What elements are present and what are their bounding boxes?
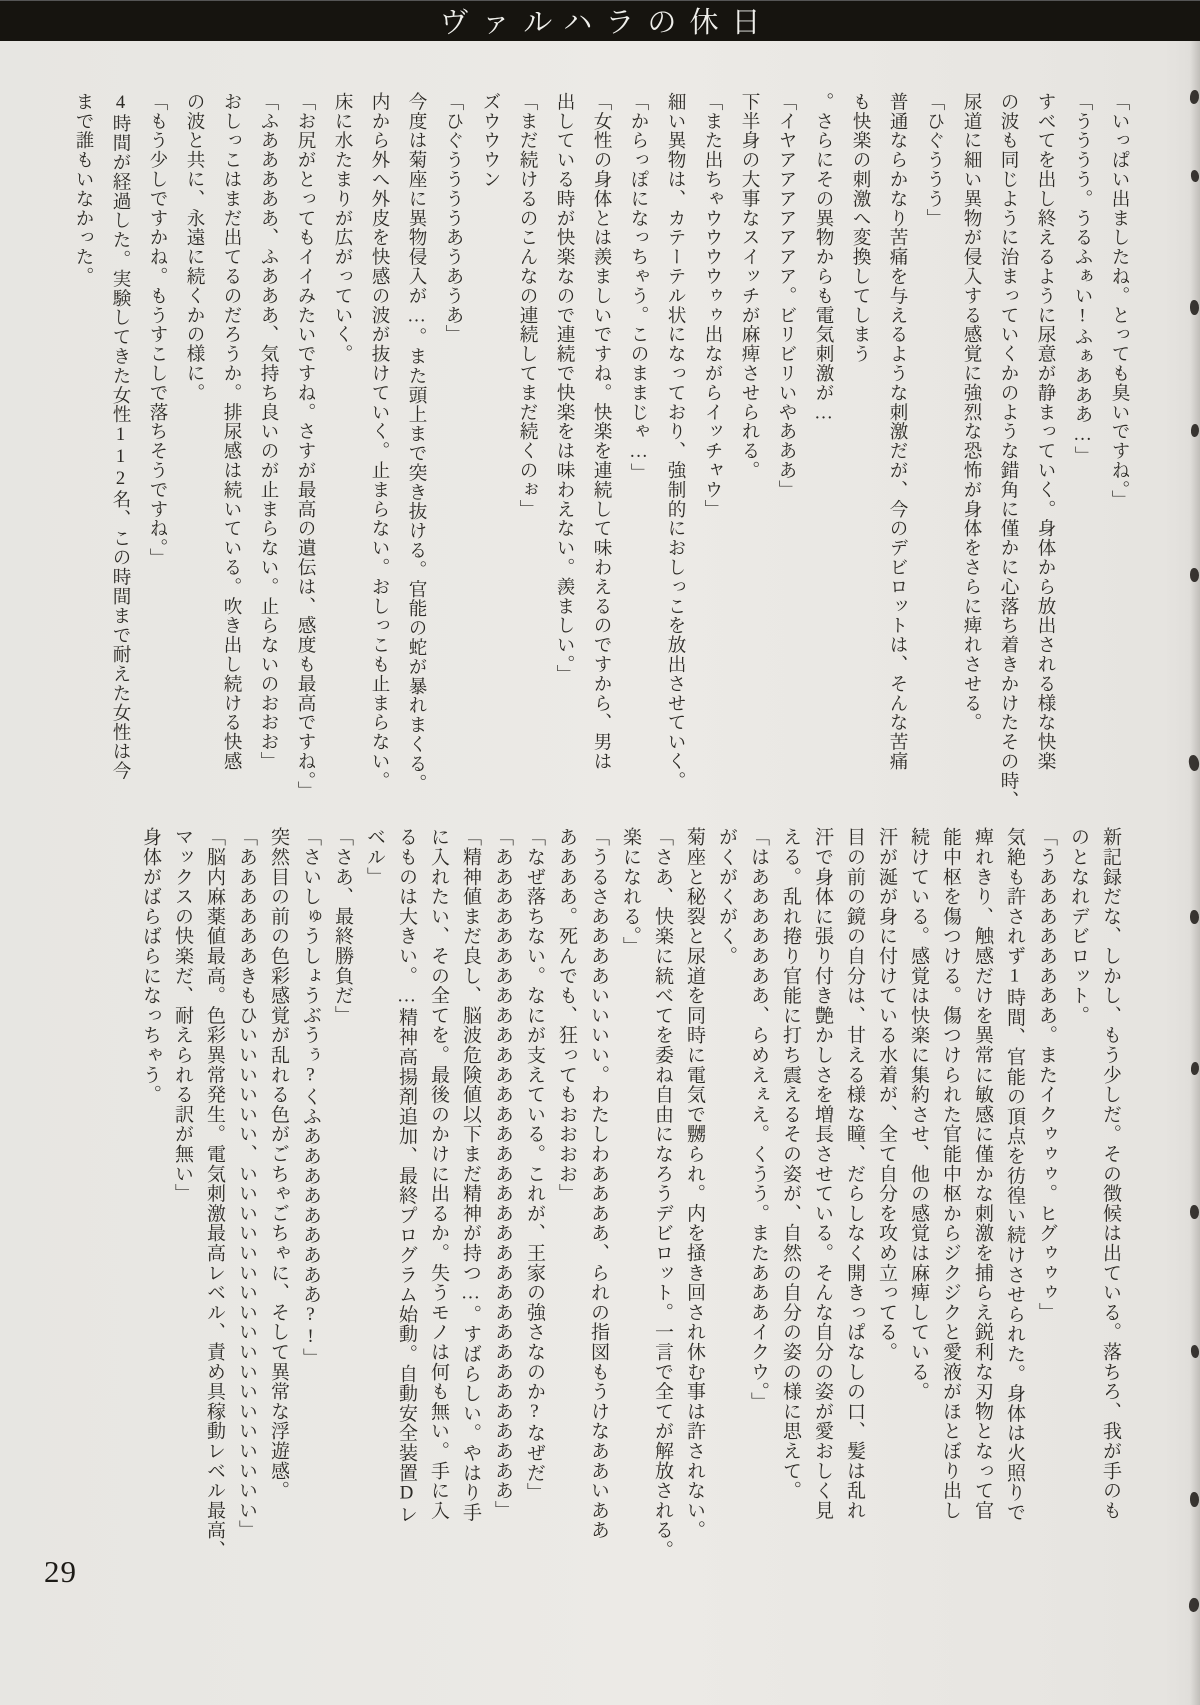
text-column: おしっこはまだ出てるのだろうか。排尿感は続いている。吹き出し続ける快感 (221, 92, 242, 771)
text-column: 汗が涎が身に付けている水着が、全て自分を攻め立ってる。 (876, 827, 897, 1362)
text-column: 「からっぽになっちゃう。このままじゃ…」 (628, 92, 649, 483)
title-bar (0, 0, 1200, 41)
bottom-text-block (134, 827, 1126, 1562)
scan-mark (1190, 568, 1199, 582)
text-column: 汗で身体に張り付き艶かしさを増長させている。そんな自分の姿が愛おしく見 (812, 827, 833, 1520)
text-column: がくがくがく。 (716, 827, 737, 966)
text-column: 「もう少しですかね。もうすこしで落ちそうですね。」 (147, 92, 168, 568)
text-column: 「また出ちゃウウウウゥゥ出ながらイッチャウ」 (702, 92, 723, 519)
text-column: 新記録だな、しかし、もう少しだ。その徴候は出ている。落ちろ、我が手のも (1100, 827, 1121, 1520)
text-column: 尿道に細い異物が侵入する感覚に強烈な恐怖が身体をさらに痺れさせる。 (961, 92, 982, 733)
text-column: も快楽の刺激へ変換してしまう (850, 92, 871, 364)
text-column: 「お尻がとってもイイみたいですね。さすが最高の遺伝は、感度も最高ですね。」 (295, 92, 316, 801)
text-column: 「ふあああああ、ふあああ、気持ち良いのが止まらない。止らないのおおお」 (258, 92, 279, 771)
scan-mark (1190, 1492, 1199, 1507)
text-column: 「ひぐううううあうあうあ」 (443, 92, 464, 345)
text-column: 「うああああああああ。またイクゥゥゥ。ヒグゥゥゥ」 (1036, 827, 1057, 1322)
text-column: 普通ならかなり苦痛を与えるような刺激だが、今のデビロットは、そんな苦痛 (887, 92, 908, 771)
text-column: るものは大きい。…精神高揚剤追加、最終プログラム始動。自動安全装置Dレ (396, 827, 417, 1524)
text-column: 「女性の身体とは羨ましいですね。快楽を連続して味わえるのですから、男は (591, 92, 612, 771)
text-column: 「なぜ落ちない。なにが支えている。これが、王家の強さなのか?なぜだ」 (524, 827, 545, 1503)
text-column: 「ああああああきもひいいいいいい、いいいいいいいいいいいいいいいいいい」 (236, 827, 257, 1540)
text-column: 菊座と秘裂と尿道を同時に電気で嬲られ。内を掻き回され休む事は許されない。 (684, 827, 705, 1540)
text-column: 今度は菊座に異物侵入が…。また頭上まで突き抜ける。官能の蛇が暴れまくる。 (406, 92, 427, 793)
text-column: 細い異物は、カテーテル状になっており、強制的におしっこを放出させていく。 (665, 92, 686, 791)
scan-mark (1190, 1205, 1199, 1219)
text-column: 「精神値まだ良し、脳波危険値以下まだ精神が持つ…。すばらしい。やはり手 (460, 827, 481, 1522)
text-column: 気絶も許されず1時間、官能の頂点を彷徨い続けさせられた。身体は火照りで (1004, 827, 1025, 1522)
text-column: マックスの快楽だ、耐えられる訳が無い」 (172, 827, 193, 1204)
text-column: 「うるさああああいいいい。わたしわああああ、られの指図もうけなああいああ (588, 827, 609, 1540)
text-column: 「いっぱい出ましたね。とっても臭いですね。」 (1109, 92, 1130, 510)
scan-mark (1190, 910, 1199, 924)
page-number: 29 (44, 1554, 77, 1589)
text-column: 突然目の前の色彩感覚が乱れる色がごちゃごちゃに、そして異常な浮遊感。 (268, 827, 289, 1501)
text-column: 身体がばらばらになっちゃう。 (140, 827, 161, 1105)
text-column: 続けている。感覚は快楽に集約させ、他の感覚は麻痺している。 (908, 827, 929, 1402)
text-column: 「さあ、快楽に統べてを委ね自由になろうデビロット。一言で全てが解放される。 (652, 827, 673, 1560)
text-column: 床に水たまりが広がっていく。 (332, 92, 353, 364)
page-title: ヴァルハラの休日 (439, 7, 774, 39)
top-text-block (65, 92, 1138, 810)
text-column: 。さらにその異物からも電気刺激が… (813, 92, 834, 425)
text-column: ズウウウン (480, 92, 501, 189)
text-column: ベル」 (364, 827, 385, 887)
text-column: 4時間が経過した。実験してきた女性112名、この時間まで耐えた女性は今 (110, 92, 131, 781)
text-column: まで誰もいなかった。 (73, 92, 94, 286)
text-column: 「イヤアアアアアアア。ビリビリいやあああ」 (776, 92, 797, 500)
text-column: 目の前の鏡の自分は、甘える様な瞳、だらしなく開きっぱなしの口、髪は乱れ (844, 827, 865, 1520)
text-column: 内から外へ外皮を快感の波が抜けていく。止まらない。おしっこも止まらない。 (369, 92, 390, 791)
text-column: 「うううう。うるふぁい!ふぁあああ…」 (1072, 92, 1093, 466)
text-column: すべてを出し終えるように尿意が静まっていく。身体から放出される様な快楽 (1035, 92, 1056, 771)
scan-mark (1190, 300, 1199, 315)
text-column: 能中枢を傷つける。傷つけられた官能中枢からジクジクと愛液がほとぼり出し (940, 827, 961, 1520)
text-column: 「ひぐううう」 (924, 92, 945, 228)
text-column: 出している時が快楽なので連続で快楽をは味わえない。羨ましい。」 (554, 92, 575, 685)
text-column: ああああ。死んでも、狂ってもおおおお」 (556, 827, 577, 1204)
page-edge-shade (1190, 41, 1200, 1705)
text-column: の波と共に、永遠に続くかの様に。 (184, 92, 205, 403)
text-column: 「はあああああああ、らめえぇえ。くうう。またあああイクウ。」 (748, 827, 769, 1412)
text-column: 楽になれる。」 (620, 827, 641, 957)
text-column: 「さいしゅうしょうぶうぅ?くふあああああああああ?!」 (300, 827, 321, 1368)
text-column: 「脳内麻薬値最高。色彩異常発生。電気刺激最高レベル、責め具稼動レベル最高、 (204, 827, 225, 1560)
text-column: 「さあ、最終勝負だ」 (332, 827, 353, 1025)
text-column: 痺れきり、触感だけを異常に敏感に僅かな刺激を捕らえ鋭利な刃物となって官 (972, 827, 993, 1520)
text-column: える。乱れ捲り官能に打ち震えるその姿が、自然の自分の姿の様に思えて。 (780, 827, 801, 1501)
text-column: 「まだ続けるのこんなの連続してまだ続くのぉ」 (517, 92, 538, 519)
text-column: 「あああああああああああああああああああああああああああああああああ」 (492, 827, 513, 1520)
text-column: の波も同じように治まっていくかのような錯角に僅かに心落ち着きかけたその時、 (998, 92, 1019, 810)
text-column: 下半身の大事なスイッチが麻痺させられる。 (739, 92, 760, 480)
text-column: のとなれデビロット。 (1068, 827, 1089, 1025)
text-column: に入れたい、その全てを。最後のかけに出るか。失うモノは何も無い。手に入 (428, 827, 449, 1520)
